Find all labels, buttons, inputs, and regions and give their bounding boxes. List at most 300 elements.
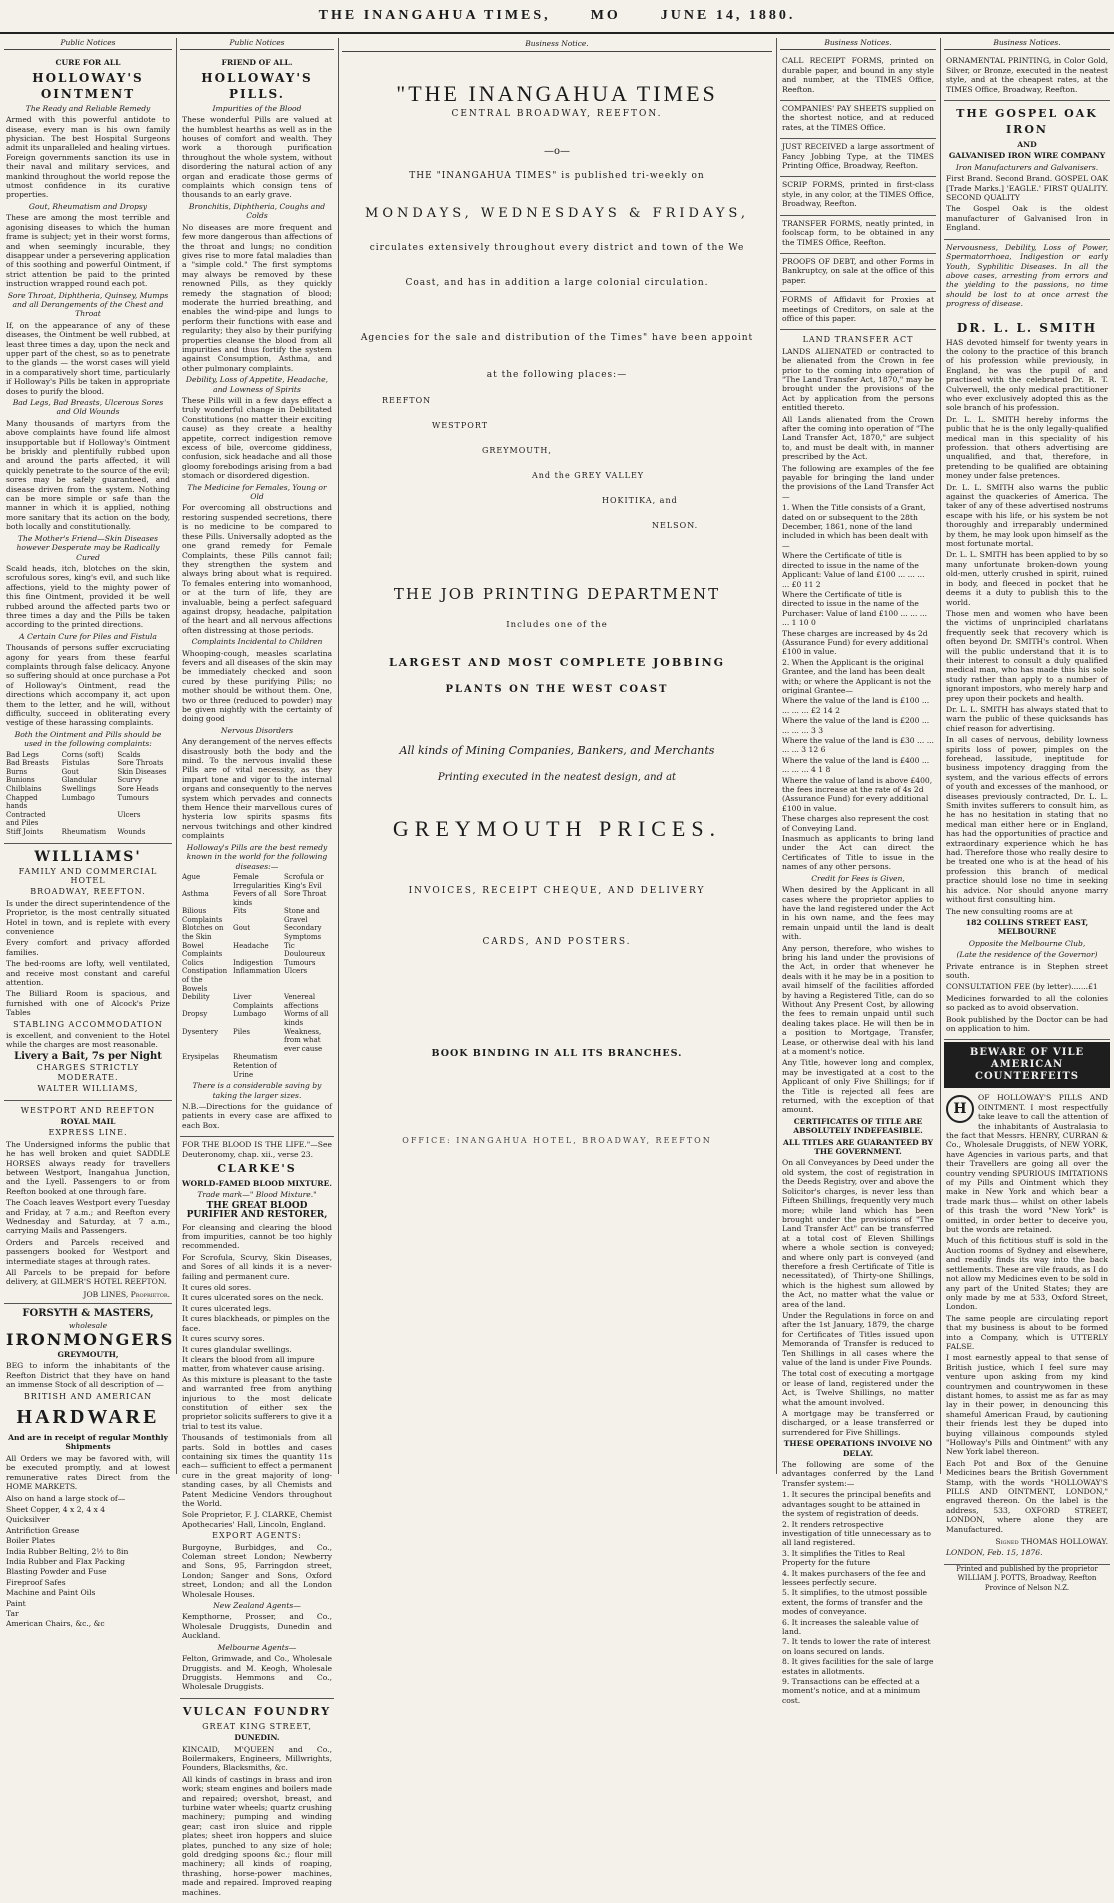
list-item: Fireproof Safes [6, 1577, 66, 1587]
list-item: Debility [182, 993, 210, 1002]
masthead [0, 0, 1114, 34]
cards-text: CARDS, AND POSTERS. [482, 937, 632, 947]
ad-text: The following are some of the advantages conferred by the Land Transfer system:— [782, 1460, 934, 1488]
holloway-ointment-ad [4, 53, 172, 843]
list-item: Skin Diseases [117, 767, 167, 776]
list-item: Contracted and Piles [6, 810, 46, 828]
ad-text: First Brand. Second Brand. GOSPEL OAK [Trade Marks.] 'EAGLE.' FIRST QUALITY. SECOND QUALITY [946, 174, 1108, 203]
westport-mail-ad [4, 1101, 172, 1305]
list-item: Chapped hands [6, 793, 38, 811]
ad-heading: The Medicine for Females, Young or Old [187, 482, 327, 502]
counterfeit-banner: BEWARE OF VILE AMERICAN COUNTERFEITS [944, 1042, 1110, 1088]
list-item: Liver Complaints [233, 993, 274, 1010]
notice-ad [780, 139, 936, 177]
ad-heading: New Zealand Agents— [213, 1601, 301, 1611]
ad-text: All Lands alienated from the Crown after the coming into operation of "The Land Transfer Act, 1870," are subject to, and must be dealt with, in manner prescribed by the Act. [782, 414, 934, 462]
notice-text: FORMS of Affidavit for Proxies at meetings of Creditors, on sale at the office of this paper. [782, 295, 934, 323]
agency-towns [382, 395, 732, 531]
ad-text: Dr. L. L. SMITH has been applied to by so many unfortunate broken-down young old-men, utterly crushed in spirit, ruined in body, and fleeced in pocket that he deems it a duty to publish this to the world. [946, 550, 1108, 607]
column-head: Business Notice. [342, 38, 772, 52]
notice-ad [780, 177, 936, 215]
ad-address: Opposite the Melbourne Club, [968, 938, 1086, 948]
notice-ad [780, 216, 936, 254]
column-rule [338, 38, 339, 1474]
list-item: Machine and Paint Oils [6, 1588, 96, 1598]
list-item: 3. It simplifies the Titles to Real Property for the future [782, 1548, 906, 1568]
ad-title: WESTPORT AND REEFTON [20, 1105, 156, 1115]
list-item: Colics [182, 958, 204, 967]
list-item: Dysentery [182, 1027, 219, 1036]
ad-text: If, on the appearance of any of these diseases, the Ointment be well rubbed, at least three times a day, upon the neck and upper part of the chest, so as to penetrate to the glands — the worst cases will yield in a comparatively short time, particularly if Holloway's Pills be taken in appropriate doses to purify the blood. [6, 320, 170, 396]
list-item: Gout [233, 924, 251, 933]
list-item: Gout [61, 767, 79, 776]
mining-text: All kinds of Mining Companies, Bankers, and Merchants [399, 744, 715, 757]
ad-text: CONSULTATION FEE (by letter).......£1 [946, 982, 1098, 992]
list-item: It cures glandular swellings. [182, 1344, 292, 1354]
list-item: Bunions [6, 776, 35, 785]
greymouth-prices: GREYMOUTH PRICES. [392, 816, 722, 841]
list-item: Indigestion [233, 958, 273, 967]
ad-text: All kinds of castings in brass and iron work; steam engines and boilers made and repaired; overshot, breast, and turbine water wheels; quartz crushing machinery; pumping and winding gear; cast iron sluice and ripple plates; sheet iron hoppers and sluice plates, punched to any size of hole; gold dredging spoons &c.; flour mill machinery; all kinds of roaping, thrashing, horse-power machines, made and repaired. Improved reaping machines. [182, 1774, 332, 1897]
ad-subtitle: wholesale [68, 1320, 108, 1330]
notice-text: PROOFS OF DEBT, and other Forms in Bankruptcy, on sale at the office of this paper. [782, 256, 934, 285]
list-item: Sore Heads [117, 785, 159, 793]
ad-title: HOLLOWAY'S PILLS. [201, 70, 313, 101]
list-item: Worms of all kinds [284, 1010, 329, 1027]
list-item: Sore Throat [284, 890, 327, 899]
cures-list [182, 1283, 332, 1374]
ad-text: All Orders we may be favored with, will be executed promptly, and at lowest remunerative rates Direct from the HOME MARKETS. [6, 1453, 170, 1492]
ad-title: LAND TRANSFER ACT [802, 335, 914, 345]
list-item: India Rubber Belting, 2½ to 8in [6, 1546, 129, 1556]
ad-subtitle: And are in receipt of regular Monthly Shipments [8, 1433, 168, 1452]
ad-text: The Gospel Oak is the oldest manufacturer of Galvanised Iron in England. [946, 204, 1108, 233]
ad-text: No diseases are more frequent and few more dangerous than affections of the throat and lungs; no condition gives rise to more fatal maladies than a "simple cold." The first symptoms may always be removed by these renowned Pills, as they quickly remedy the stagnation of blood; moderate the hurried breathing, and enables the wind-pipe and lungs to perform their functions with ease and regularity; they also by their purifying properties cleanse the blood from all impurities and thus fortify the system against Consumption, Asthma, and other pulmonary complaints. [182, 222, 332, 373]
ad-text: A mortgage may be transferred or discharged, or a lease transferred or surrendered for Five Shillings. [782, 1409, 934, 1437]
column-3 [342, 38, 772, 1474]
gospel-oak-ad [944, 101, 1110, 240]
list-item: Constipation of the Bowels [182, 967, 228, 993]
list-item: 1. When the Title consists of a Grant, dated on or subsequent to the 28th December, 1861, none of the land included in which has been dealt with— [782, 503, 929, 550]
invoices-text: INVOICES, RECEIPT CHEQUE, AND DELIVERY [408, 886, 706, 896]
ad-text: Medicines forwarded to all the colonies so packed as to avoid observation. [946, 993, 1108, 1013]
ad-text: In all cases of nervous, debility lowness spirits loss of power, pimples on the forehead, lassitude, ineptitude for business impotency dragging from the system, and the various effects of errors of youth and excesses of the manhood, or diseases previously contracted, Dr. L. L. Smith invites sufferers to consult him, as he has no hesitation in stating that no medical man either here or in England, has had the opportunities of practice and extraordinary experience which he has had. Therefore those who really desire to be treated one who is at the head of his profession this branch of medical practice should lose no time in seeking his advice. Nor should anyone marry without first consulting him. [946, 735, 1108, 905]
list-item: Dropsy [182, 1010, 208, 1019]
list-item: Sore Throats [117, 759, 164, 768]
ad-text: Many thousands of martyrs from the above complaints have found life almost insupportable but if Holloway's Ointment be briskly and plentifully rubbed upon and around the parts affected, it will quickly penetrate to the source of the evil; sores may be safely guaranteed, and disease driven from the system. Nothing can be more simple or safe than the manner in which it is applied, nothing more sanitary that its action on the body, both locally and constitutionally. [6, 418, 170, 532]
job-printing-largest: LARGEST AND MOST COMPLETE JOBBING [388, 656, 726, 669]
ad-kicker: FRIEND OF ALL. [221, 58, 293, 68]
ad-text: Dr. L. L. SMITH has always stated that to warn the public of these quicksands has chief reason for advertising. [946, 704, 1108, 733]
ad-text: Private entrance is in Stephen street south. [946, 961, 1108, 980]
list-item: Tar [6, 1608, 19, 1618]
list-item: Scrofula or King's Evil [284, 872, 324, 890]
ad-text: Dr. L. L. SMITH also warns the public against the quackeries of America. The taker of any of these advertised nostrums escape with his life, or his system be not thoroughly and irreparably undermined by them, he may look upon himself as the most fortunate mortal. [946, 482, 1108, 549]
list-item: Bowel Complaints [182, 941, 223, 959]
list-item: It cures blackheads, or pimples on the face. [182, 1314, 330, 1333]
holloway-seal-icon: H [946, 1095, 974, 1123]
ad-text: Under the Regulations in force on and after the 1st January, 1879, the charge for Certificates of Titles issued upon Memoranda of Transfer is reduced to Ten Shillings in all cases where the value of the land is under Five Pounds. [782, 1310, 934, 1367]
vulcan-foundry-ad [180, 1699, 334, 1903]
ad-subtitle: GREAT KING STREET, [202, 1721, 312, 1731]
list-item: Scurvy [117, 776, 142, 785]
list-item: Paint [6, 1598, 26, 1608]
list-item: Boiler Plates [6, 1536, 56, 1546]
list-item: It clears the blood from all impure matter, from whatever cause arising. [182, 1354, 325, 1374]
ad-heading: A Certain Cure for Piles and Fistula [19, 631, 157, 641]
town-item: REEFTON [382, 396, 432, 405]
notice-ad [780, 101, 936, 139]
ad-text: When desired by the Applicant in all cases where the proprietor applies to have the land registered under the Act in his own name, and the fees may remain unpaid until the land is dealt with. [782, 885, 934, 942]
fee-list [782, 503, 934, 833]
ad-heading: Nervous Disorders [220, 725, 294, 735]
ad-text: These are among the most terrible and agonising diseases to which the human frame is subject; yet in their worst forms, and when seemingly incurable, they disappear under a persevering application of this soothing and powerful Ointment, if strict attention be paid to the printed instruction wrapped round each pot. [6, 213, 170, 289]
ad-heading: Melbourne Agents— [217, 1642, 297, 1652]
ad-text: Thousands of persons suffer excruciating agony for years from these fearful complaints through false delicacy. Anyone so suffering should at once purchase a Pot of Holloway's Ointment, read the directions which accompany it, act upon them to the letter, and he will, without difficulty, succeed in obliterating every vestige of these harassing complaints. [6, 643, 170, 728]
list-item: Quicksilver [6, 1515, 50, 1525]
ad-title: WILLIAMS' [34, 848, 142, 865]
list-item: Lumbago [233, 1010, 267, 1019]
ad-heading: THE GREAT BLOOD PURIFIER AND RESTORER, [186, 1200, 328, 1221]
ad-address: BROADWAY, REEFTON. [30, 887, 146, 897]
holloway-pills-ad [180, 53, 334, 1137]
list-item: Ulcers [284, 967, 308, 976]
ad-heading: CHARGES STRICTLY MODERATE. [36, 1063, 140, 1082]
notice-ad [780, 254, 936, 292]
list-item: Scalds [117, 750, 141, 759]
ad-text: Burgoyne, Burbidges, and Co., Coleman street London; Newberry and Sons, 95, Farringdon street, London; Sanger and Sons, Oxford street, London; and all the London Wholesale Houses. [182, 1542, 332, 1599]
list-item: Blotches on the Skin [182, 924, 224, 942]
publish-text: THE "INANGAHUA TIMES" is published tri-weekly on [409, 171, 705, 181]
column-head: Public Notices [180, 38, 334, 50]
ad-title: THE GOSPEL OAK IRON [956, 107, 1098, 137]
ad-text: BEG to inform the inhabitants of the Reefton District that they have on hand an immense Stock of all description of — [6, 1361, 170, 1390]
ad-text: Dr. L. L. SMITH hereby informs the public that he is the only legally-qualified medical man in this speciality of his profession. that others advertising are unqualified, and that, therefore, in pretending to be qualified are obtaining money under false pretences. [946, 414, 1108, 481]
ad-text: Kempthorne, Prosser, and Co., Wholesale Druggists, Dunedin and Auckland. [182, 1612, 332, 1641]
column-rule [176, 38, 177, 1474]
list-item: Bad Breasts [6, 759, 49, 768]
notice-text: JUST RECEIVED a large assortment of Fancy Jobbing Type, at the TIMES Printing Office, Broadway, Reefton. [782, 142, 934, 171]
stock-list [6, 1505, 170, 1629]
column-1 [4, 38, 175, 1629]
ad-title: VULCAN FOUNDRY [182, 1704, 332, 1718]
list-item: These charges also represent the cost of Conveying Land. [782, 814, 929, 833]
list-item: Venereal affections [284, 993, 319, 1010]
ad-heading: Sore Throat, Diphtheria, Quinsey, Mumps and all Derangements of the Chest and Throat [7, 290, 169, 319]
book-binding: BOOK BINDING IN ALL ITS BRANCHES. [431, 1048, 683, 1059]
ad-title: FORSYTH & MASTERS, [22, 1308, 154, 1320]
masthead-paper: THE INANGAHUA TIMES, [318, 8, 551, 23]
circulation-text: circulates extensively throughout every district and town of the We [369, 243, 745, 253]
ad-text: Any derangement of the nerves effects disastrously both the body and the mind. To the nervous invalid these Pills are of vital necessity, as they impart tone and vigor to the internal organs and consequently to the nerves system which pervades and connects them Hence their marvellous cures of hysteria low spirits spasms fits nervous twitchings and other kindred complaints [182, 737, 332, 841]
ad-text: Much of this fictitious stuff is sold in the Auction rooms of Sydney and elsewhere, and readily finds its way into the back settlements. These are vile frauds, as I do not allow my Medicines even to be sold in any part of the United States; they are only made by me at 533, Oxford Street, London. [946, 1236, 1108, 1312]
list-item: Tic Douloureux [284, 941, 326, 959]
notice-text: CALL RECEIPT FORMS, printed on durable paper, and bound in any style and number, at the TIMES Office, Reefton. [782, 56, 934, 94]
list-item: Blasting Powder and Fuse [6, 1567, 107, 1577]
ad-text: Those men and women who have been the victims of unprincipled charlatans frequently seek that recovery which is often beyond Dr. SMITH's control. When will the public understand that it is to their interest to consult a duly qualified medical man, who has made this his sole study rather than apply to a number of ignorant impostors, who merely harp and prey upon their pockets and health. [946, 608, 1108, 703]
ad-text: The new consulting rooms are at [946, 906, 1073, 916]
notice-text: COMPANIES' PAY SHEETS supplied on the shortest notice, and at reduced rates, at the TIMES Office. [782, 104, 934, 132]
ad-subtitle: Iron Manufacturers and Galvanisers. [955, 162, 1099, 172]
ad-text: Every comfort and privacy afforded families. [6, 938, 170, 957]
list-item: Bilious Complaints [182, 907, 223, 924]
ad-trademark: Trade mark—" Blood Mixture." [197, 1190, 317, 1200]
ad-town: GREYMOUTH, [57, 1350, 119, 1360]
list-item: 4. It makes purchasers of the fee and lessees perfectly secure. [782, 1568, 926, 1587]
list-item: Chilblains [6, 785, 42, 793]
list-item: Piles [233, 1027, 250, 1036]
ad-text: Sole Proprietor, F. J. CLARKE, Chemist Apothecaries' Hall, Lincoln, England. [182, 1510, 332, 1529]
column-head: Business Notices. [944, 38, 1110, 50]
agencies-text: at the following places:— [486, 370, 628, 380]
ad-text: The Undersigned informs the public that he has well broken and quiet SADDLE HORSES always ready for travellers between Westport, Inangahua Junction, and the Lyell. Passengers to or from Reefton booked at one through fare. [6, 1139, 170, 1196]
ad-heading: Credit for Fees is Given, [811, 873, 905, 883]
masthead-issue: MO [590, 8, 621, 23]
nervousness-ad [944, 240, 1110, 315]
ad-text: For Scrofula, Scurvy, Skin Diseases, and Sores of all kinds it is a never-failing and permanent cure. [182, 1252, 332, 1281]
ad-heading: Gout, Rheumatism and Dropsy [28, 201, 148, 211]
ad-text: Book published by the Doctor can be had on application to him. [946, 1014, 1108, 1033]
ad-text: All Parcels to be prepaid for before delivery, at GILMER'S HOTEL REEFTON. [6, 1268, 170, 1287]
ad-text: Thousands of testimonials from all parts. Sold in bottles and cases containing six times the quantity 11s each— sufficient to effect a permanent cure in the great majority of long-standing cases, by all Chemists and Patent Medicine Vendors throughout the World. [182, 1433, 332, 1508]
list-item: Ague [182, 872, 201, 881]
ad-text: ORNAMENTAL PRINTING, in Color Gold, Silver, or Bronze, executed in the neatest style, and at the cheapest rates, at the TIMES Office, Broadway, Reefton. [946, 56, 1108, 94]
ad-subtitle: EXPRESS LINE. [48, 1128, 128, 1138]
ad-heading: ALL TITLES ARE GUARANTEED BY THE GOVERNMENT. [782, 1137, 934, 1157]
ad-text: is excellent, and convenient to the Hotel while the charges are most reasonable. [6, 1031, 170, 1050]
masthead-date: JUNE 14, 1880. [660, 8, 796, 23]
town-item: HOKITIKA, and [602, 496, 678, 505]
ad-kicker: CURE FOR ALL [55, 58, 121, 68]
ad-text: These wonderful Pills are valued at the humblest hearths as well as in the houses of comfort and wealth. They work a thorough purification throughout the whole system, without disordering the natural action of any organ and eradicate those germs of complaints which consign tens of thousands to an early grave. [182, 115, 332, 200]
clarke-blood-mixture-ad [180, 1137, 334, 1699]
ad-text: I most earnestly appeal to that sense of British justice, which I feel sure may venture upon asking from my kind countrymen and countrywomen in these distant homes, to assist me as far as may lay in their power, in denouncing this shameful American Fraud, by cautioning their friends lest they be duped into buying villainous compounds styled "Holloway's Pills and Ointment" with any New York label thereon. [946, 1353, 1108, 1457]
list-item: Antrifiction Grease [6, 1525, 80, 1535]
dr-smith-ad [944, 315, 1110, 1041]
paper-address: CENTRAL BROADWAY, REEFTON. [451, 109, 663, 119]
ad-text: Each Pot and Box of the Genuine Medicines bears the British Government Stamp, with the words "HOLLOWAY'S PILLS AND OINTMENT, LONDON," engraved thereon. On the label is the address, 533, OXFORD STREET, LONDON, where alone they are Manufactured. [946, 1458, 1108, 1534]
ad-text: N.B.—Directions for the guidance of patients in every case are affixed to each Box. [182, 1101, 332, 1130]
ad-quote: FOR THE BLOOD IS THE LIFE."—See Deuteronomy, chap. xii., verse 23. [182, 1140, 332, 1159]
ad-note: There is a considerable saving by taking the larger sizes. [192, 1081, 322, 1100]
town-item: GREYMOUTH, [482, 446, 552, 455]
list-item: Secondary Symptoms [284, 924, 322, 942]
list-item: Lumbago [61, 793, 95, 802]
list-item: 1. It secures the principal benefits and advantages sought to be attained in the system of registration of deeds. [782, 1490, 932, 1519]
list-item: It cures ulcerated legs. [182, 1303, 272, 1313]
list-item: American Chairs, &c., &c [6, 1619, 105, 1629]
ad-subtitle: AND [1017, 140, 1037, 150]
ad-heading: BRITISH AND AMERICAN [23, 1391, 153, 1401]
office-address: OFFICE: INANGAHUA HOTEL, BROADWAY, REEFTON [402, 1136, 712, 1145]
ad-signature: Signed THOMAS HOLLOWAY. [995, 1537, 1108, 1547]
ad-text: The same people are circulating report that my business is about to be formed into a Company, which is UTTERLY FALSE. [946, 1313, 1108, 1351]
ad-text: On all Conveyances by Deed under the old system, the cost of registration in the Deeds Registry, over and above the Solicitor's charges, is never less than Fifteen Shillings, frequently very much more; while land which has been brought under the provisions of "The Land Transfer Act" can be transferred at a total cost of Eleven Shillings where a whole section is conveyed; and where only part is conveyed (and therefore a fresh Certificate of Title is necessitated), of Thirty-one Shillings, which is the highest sum allowed by the Act, no matter what the value or area of the land. [782, 1158, 934, 1309]
ad-title: DR. L. L. SMITH [956, 320, 1098, 335]
list-item: Ulcers [117, 810, 141, 819]
list-item: Tumours [284, 958, 316, 967]
ad-signature: JOB LINES, Proprietor. [83, 1289, 170, 1299]
job-printing-plants: PLANTS ON THE WEST COAST [445, 684, 669, 695]
ad-subtitle: FAMILY AND COMMERCIAL HOTEL [18, 866, 158, 885]
list-item: It cures old sores. [182, 1283, 252, 1293]
list-item: 6. It increases the saleable value of land. [782, 1617, 919, 1636]
list-item: It cures scurvy sores. [182, 1334, 265, 1344]
list-item: 8. It gives facilities for the sale of large estates in allotments. [782, 1657, 934, 1676]
ad-heading: Complaints Incidental to Children [191, 637, 323, 647]
list-item: Fits [233, 907, 247, 916]
list-item: Where the Certificate of title is directed to issue in the name of the Purchaser: Value of land £100 ... ... ... ... 1 10 0 [782, 589, 928, 628]
list-item: Stone and Gravel [284, 907, 320, 924]
ad-heading: Debility, Loss of Appetite, Headache, and Lowness of Spirits [185, 375, 329, 394]
list-item: These charges are increased by 4s 2d (Assurance Fund) for every additional £100 in value. [782, 628, 929, 657]
ad-heading: IRONMONGERS [6, 1330, 175, 1350]
town-item: NELSON. [652, 521, 699, 530]
ad-signature: WALTER WILLIAMS, [37, 1084, 139, 1094]
ad-list-title: Holloway's Pills are the best remedy known in the world for the following diseases:— [186, 842, 328, 871]
ad-heading: THESE OPERATIONS INVOLVE NO DELAY. [783, 1439, 933, 1458]
ad-text: Is under the direct superintendence of the Proprietor, is the most centrally situated Hotel in town, and is replete with every convenience [6, 898, 170, 936]
town-item: WESTPORT [432, 421, 489, 430]
list-item: Retention of Urine [233, 1061, 277, 1079]
ad-text: The bed-rooms are lofty, well ventilated, and receive most constant and careful attention. [6, 959, 170, 988]
list-item: It cures ulcerated sores on the neck. [182, 1293, 324, 1303]
agencies-text: Agencies for the sale and distribution of the Times" have been appoint [360, 333, 754, 343]
notice-ad [780, 53, 936, 101]
column-5 [944, 38, 1110, 1592]
ad-title: HOLLOWAY'S OINTMENT [32, 70, 144, 101]
ad-text: The Coach leaves Westport every Tuesday and Friday, at 7 a.m.; and Reefton every Wednesday and Saturday, at 7 a.m., carrying Mails and Passengers. [6, 1198, 170, 1236]
ad-subtitle: Impurities of the Blood [212, 103, 302, 113]
column-rule [940, 38, 941, 1474]
list-item: Swellings [61, 785, 96, 793]
list-item: Fistulas [61, 759, 90, 768]
ad-town: DUNEDIN. [234, 1733, 280, 1743]
list-item: Rheumatism [61, 827, 107, 836]
ad-text: OF HOLLOWAY'S PILLS AND OINTMENT. I most respectfully take leave to call the attention of the inhabitants of Australasia to the fact that Messrs. HENRY, CURRAN & Co., Wholesale Druggists, of NEW YORK, have Agencies in various parts, and that their Travellers are going all over the country vending SPURIOUS IMITATIONS of my Pills and Ointment which they make in New York and which bear a trade mark thus— whilst on other labels of this trash the word "New York" is omitted, in order better to deceive you, but the words are retained. [946, 1093, 1108, 1235]
notice-ad [780, 292, 936, 330]
list-item: 5. It simplifies, to the utmost possible extent, the forms of transfer and the modes of conveyance. [782, 1588, 928, 1617]
list-item: Wounds [117, 827, 146, 836]
list-item: Female Irregularities [233, 872, 281, 890]
list-item: Glandular [61, 776, 97, 785]
list-item: Burns [6, 767, 28, 776]
list-item: Bad Legs [6, 750, 39, 759]
printer-imprint: Printed and published by the proprietor WILLIAM J. POTTS, Broadway, Reefton Province of Nelson N.Z. [956, 1564, 1098, 1592]
complaint-list [6, 751, 170, 837]
job-printing-heading: THE JOB PRINTING DEPARTMENT [393, 585, 721, 603]
list-item: 9. Transactions can be effected at a moment's notice, and at a minimum cost. [782, 1677, 921, 1705]
ad-heading: The Mother's Friend—Skin Diseases however Desperate may be Radically Cured [16, 533, 160, 562]
ad-subtitle: WORLD-FAMED BLOOD MIXTURE. [182, 1179, 333, 1188]
list-item: 2. When the Applicant is the original Grantee, and the land has been dealt with; or where the Applicant is not the original Grantee— [782, 657, 932, 695]
list-item: Erysipelas [182, 1053, 219, 1062]
list-item: Corns (soft) [61, 750, 104, 759]
williams-hotel-ad [4, 844, 172, 1101]
list-item: Where the Certificate of title is directed to issue in the name of the Applicant: Value of land £100 ... ... ... ... £0 11 2 [782, 551, 925, 589]
ad-heading: CERTIFICATES OF TITLE ARE ABSOLUTELY INDEFEASIBLE. [793, 1116, 923, 1136]
ad-address: (Late the residence of the Governor) [956, 950, 1098, 960]
ad-heading: Bronchitis, Diphtheria, Coughs and Colds [188, 201, 326, 221]
ad-heading: Livery a Bait, 7s per Night [14, 1050, 162, 1062]
list-item: Where the value of the land is £100 ... ... ... ... £2 14 2 [782, 696, 930, 715]
list-item: Where the value of the land is £30 ... ... ... ... 3 12 6 [782, 736, 934, 755]
ad-text: Inasmuch as applicants to bring land under the Act can direct the Certificates of Title to issue in the names of any other persons. [782, 834, 934, 872]
ad-text: The total cost of executing a mortgage or lease of land, registered under the Act, is Twelve Shillings, no matter what the amount involved. [782, 1369, 934, 1407]
job-printing-text: Includes one of the [506, 620, 608, 630]
ad-text: As this mixture is pleasant to the taste and warranted free from anything injurious to the most delicate constitution of either sex the proprietor solicits sufferers to give it a trial to test its value. [182, 1374, 332, 1431]
ad-text: The following are examples of the fee payable for bringing the land under the provisions of the Land Transfer Act— [782, 463, 934, 501]
notice-text: TRANSFER FORMS, neatly printed, in foolscap form, to be obtained in any the TIMES Office, Reefton. [782, 218, 934, 247]
paper-title: "THE INANGAHUA TIMES [396, 81, 718, 106]
ad-heading: Bad Legs, Bad Breasts, Ulcerous Sores and Old Wounds [12, 398, 164, 417]
list-item: Fevers of all kinds [233, 890, 277, 907]
ad-date: LONDON, Feb. 15, 1876. [946, 1548, 1043, 1558]
printing-text: Printing executed in the neatest design, and at [437, 772, 677, 783]
publish-days: MONDAYS, WEDNESDAYS & FRIDAYS, [365, 206, 749, 221]
list-item: Where the value of the land is £200 ... ... ... ... 3 3 [782, 716, 930, 735]
column-head: Public Notices [4, 38, 172, 50]
ad-text: Any Title, however long and complex, may be investigated at a cost to the Applicant of only Five Shillings; for if the Title is rejected all fees are returned, with the exception of that amount. [782, 1058, 934, 1115]
ad-text: Also on hand a large stock of— [6, 1493, 126, 1503]
circulation-text: Coast, and has in addition a large colonial circulation. [405, 278, 709, 288]
ad-text: Orders and Parcels received and passengers booked for Westport and intermediate stages at through rates. [6, 1237, 170, 1266]
list-item [182, 1062, 230, 1079]
ad-text: These Pills will in a few days effect a truly wonderful change in Debilitated Constitutions (no matter their exciting cause) as they create a healthy appetite, correct indigestion remove excess of bile, overcome giddiness, confusion, sick headache and all those gloomy forebodings arising from a bad stomach or disordered digestion. [182, 396, 332, 481]
notice-text: SCRIP FORMS, printed in first-class style, in any color, at the TIMES Office, Broadway, Reefton. [782, 180, 934, 209]
list-item: 7. It tends to lower the rate of interest on loans secured on lands. [782, 1637, 931, 1656]
ad-text: For cleansing and clearing the blood from impurities, cannot be too highly recommended. [182, 1222, 332, 1251]
list-item: Weakness, from what ever cause [284, 1027, 323, 1053]
list-item: India Rubber and Flax Packing [6, 1556, 125, 1566]
ad-text: Scald heads, itch, blotches on the skin, scrofulous sores, king's evil, and such like affections, yield to the mighty power of this fine Ointment, provided it be well rubbed around the affected parts two or three times a day and the Pills be taken according to the printed directions. [6, 563, 170, 630]
column-head: Business Notices. [780, 38, 936, 50]
ad-text: Whooping-cough, measles scarlatina fevers and all diseases of the skin may be immediately checked and soon cured by these purifying Pills; no mother should be without them. One, two or three (reduced to powder) may be given nightly with the certainty of doing good [182, 648, 332, 724]
list-item [62, 811, 115, 828]
ad-heading: HARDWARE [16, 1406, 160, 1429]
ad-subtitle: ROYAL MAIL [60, 1116, 116, 1126]
counterfeit-ad [944, 1090, 1110, 1565]
advantages-list [782, 1490, 934, 1705]
ad-text: Any person, therefore, who wishes to bring his land under the provisions of the Act, in order that whenever he deals with it he may be in a position to avail himself of the facilities afforded by having a Registered Title, can do so Without Any Present Cost, by allowing the fees to remain unpaid until such dealing takes place. He will then be in a position to Mortgage, Transfer, Lease, or otherwise deal with his land at a moment's notice. [782, 943, 934, 1056]
ornamental-printing-ad [944, 53, 1110, 101]
ad-heading: STABLING ACCOMMODATION [13, 1019, 163, 1029]
ad-text: Nervousness, Debility, Loss of Power, Spermatorrhoea, Indigestion or early Youth, Syphilitic Diseases. In all the above cases, arresting from errors and the yielding to the passions, no time should be lost to at once arrest the progress of disease. [946, 242, 1108, 309]
ad-text: The Billiard Room is spacious, and furnished with one of Alcock's Prize Tables [6, 989, 170, 1018]
ad-text: For overcoming all obstructions and restoring suspended secretions, there is no medicine to be compared to these Pills. Universally adopted as the one grand remedy for Female Complaints, these Pills cannot fail; they strengthen the system and always bring about what is required. To females entering into womanhood, or at the turn of life, they are invaluable, being a perfect safeguard against dropsy, headache, palpitation of the heart and all nervous affections often distressing at those periods. [182, 503, 332, 635]
list-item: Where the value of land is above £400, the fees increase at the rate of 4s 2d (Assurance Fund) for every additional £100 in value. [782, 775, 933, 813]
divider: —o— [543, 146, 571, 157]
column-rule [776, 38, 777, 1474]
list-item: Sheet Copper, 4 x 2, 4 x 4 [6, 1504, 106, 1514]
list-item: Where the value of the land is £400 ... ... ... ... 4 1 8 [782, 755, 930, 775]
ad-subtitle: The Ready and Reliable Remedy [25, 103, 151, 113]
ad-text: Felton, Grimwade, and Co., Wholesale Druggists. and M. Keogh, Wholesale Druggists. Hemmons and Co., Wholesale Druggists. [182, 1654, 332, 1692]
column-4 [780, 38, 936, 1705]
list-item: Rheumatism [233, 1053, 278, 1062]
ad-title: CLARKE'S [217, 1162, 297, 1175]
ad-subtitle: GALVANISED IRON WIRE COMPANY [948, 151, 1106, 161]
list-item: 2. It renders retrospective investigation of title unnecessary as to all land registered. [782, 1519, 931, 1548]
land-transfer-ad [780, 330, 936, 1710]
list-item: Inflammation [233, 967, 281, 976]
ad-text: Armed with this powerful antidote to disease, every man is his own family physician. The best Hospital Surgeons admit its unparalleled and healing virtues. Foreign governments sanction its use in their naval and military services, and mankind throughout the world repose the utmost confidence in its curative properties. [6, 115, 170, 200]
ad-text: LANDS ALIENATED or contracted to be alienated from the Crown in fee prior to the coming into operation of "The Land Transfer Act, 1870," may be brought under the provisions of the Act by application from the persons entitled thereto. [782, 346, 934, 413]
forsyth-masters-ad [4, 1304, 175, 1634]
ad-text: KINCAID, M'QUEEN and Co., Boilermakers, Engineers, Millwrights, Founders, Blacksmiths, &c. [182, 1744, 332, 1773]
list-item: Stiff Joints [6, 827, 44, 836]
disease-list [182, 873, 332, 1079]
